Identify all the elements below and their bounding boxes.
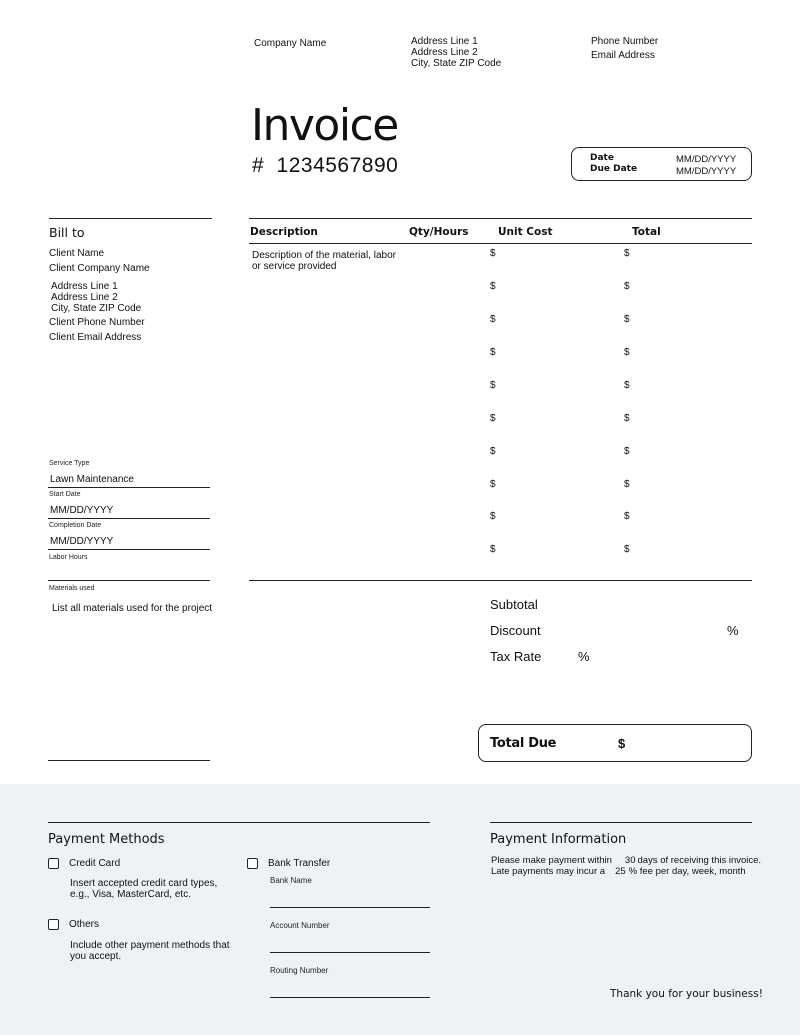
unit-cost-currency: $ [490, 281, 496, 292]
materials-value: List all materials used for the project [52, 603, 213, 614]
credit-card-checkbox[interactable] [48, 858, 59, 869]
date-box [571, 147, 752, 181]
late-fee-percent-value: 25 [615, 866, 626, 877]
payment-info-heading: Payment Information [490, 832, 627, 847]
total-due-currency: $ [618, 736, 626, 751]
unit-cost-currency: $ [490, 544, 496, 555]
unit-cost-currency: $ [490, 347, 496, 358]
labor-hours-rule [48, 580, 210, 581]
total-currency: $ [624, 479, 630, 490]
table-header-rule [249, 243, 752, 244]
total-currency: $ [624, 544, 630, 555]
table-top-rule [249, 218, 752, 219]
company-name: Company Name [254, 38, 327, 49]
client-address [51, 281, 141, 314]
total-currency: $ [624, 347, 630, 358]
unit-cost-currency: $ [490, 380, 496, 391]
tax-rate-label: Tax Rate [490, 649, 542, 664]
total-currency: $ [624, 248, 630, 259]
total-due-box [478, 724, 752, 762]
bill-to-top-rule [49, 218, 212, 219]
routing-number-label: Routing Number [270, 966, 329, 975]
completion-date-value: MM/DD/YYYY [50, 536, 114, 547]
bank-name-field[interactable] [270, 907, 430, 908]
start-date-value: MM/DD/YYYY [50, 505, 114, 516]
client-address-line-2: Address Line 2 [51, 292, 118, 303]
completion-date-label: Completion Date [49, 522, 102, 529]
unit-cost-currency: $ [490, 248, 496, 259]
unit-cost-currency: $ [490, 413, 496, 424]
client-company: Client Company Name [49, 263, 150, 274]
payment-days-value: 30 [624, 855, 636, 866]
tax-rate-percent: % [578, 649, 590, 664]
payment-info-line-1-a: Please make payment within [491, 855, 612, 866]
due-date-value: MM/DD/YYYY [676, 166, 737, 177]
account-number-label: Account Number [270, 921, 330, 930]
service-type-rule [48, 487, 210, 488]
table-bottom-rule [249, 580, 752, 581]
payment-info-rule [490, 822, 752, 823]
payment-info-line-1 [491, 855, 761, 866]
total-currency: $ [624, 314, 630, 325]
unit-cost-currency: $ [490, 511, 496, 522]
routing-number-field[interactable] [270, 997, 430, 998]
service-type-label: Service Type [49, 460, 90, 467]
company-email: Email Address [591, 50, 655, 61]
account-number-field[interactable] [270, 952, 430, 953]
column-header-description: Description [250, 226, 318, 238]
company-phone: Phone Number [591, 36, 659, 47]
total-currency: $ [624, 511, 630, 522]
invoice-number-value: 1234567890 [276, 154, 399, 177]
others-label: Others [69, 919, 100, 930]
credit-card-label: Credit Card [69, 858, 121, 869]
client-name: Client Name [49, 248, 105, 259]
credit-card-note [70, 878, 217, 900]
item-description-line-1: Description of the material, labor [252, 250, 396, 261]
total-due-label: Total Due [490, 736, 557, 751]
company-address [411, 36, 501, 69]
unit-cost-currency: $ [490, 446, 496, 457]
client-address-line-1: Address Line 1 [51, 281, 118, 292]
start-date-rule [48, 518, 210, 519]
invoice-number-prefix: # [252, 154, 265, 177]
unit-cost-currency: $ [490, 314, 496, 325]
credit-card-note-line-2: e.g., Visa, MasterCard, etc. [70, 889, 191, 900]
thank-you-note: Thank you for your business! [610, 988, 763, 1000]
payment-methods-heading: Payment Methods [48, 832, 165, 847]
payment-info-line-1-b: days of receiving this invoice. [637, 855, 762, 866]
others-note-line-1: Include other payment methods that [70, 940, 230, 951]
company-address-line-1: Address Line 1 [411, 36, 478, 47]
date-value: MM/DD/YYYY [676, 154, 737, 165]
column-header-qty-hours: Qty/Hours [409, 226, 469, 238]
invoice-number [252, 155, 398, 177]
start-date-label: Start Date [49, 491, 81, 498]
service-type-value: Lawn Maintenance [50, 474, 134, 485]
total-currency: $ [624, 380, 630, 391]
bank-transfer-label: Bank Transfer [268, 858, 331, 869]
item-description-line-2: or service provided [252, 261, 337, 272]
discount-label: Discount [490, 623, 541, 638]
others-note-line-2: you accept. [70, 951, 122, 962]
client-city-state-zip: City, State ZIP Code [51, 303, 142, 314]
company-city-state-zip: City, State ZIP Code [411, 58, 502, 69]
bill-to-heading: Bill to [49, 225, 85, 240]
payment-methods-rule [48, 822, 430, 823]
completion-date-rule [48, 549, 210, 550]
unit-cost-currency: $ [490, 479, 496, 490]
column-header-unit-cost: Unit Cost [498, 226, 553, 238]
payment-info-line-2-b: % fee per day, week, month [628, 866, 746, 877]
item-description-1 [252, 250, 396, 272]
bank-transfer-checkbox[interactable] [247, 858, 258, 869]
discount-percent: % [727, 623, 739, 638]
company-address-line-2: Address Line 2 [411, 47, 478, 58]
due-date-label: Due Date [590, 164, 638, 174]
labor-hours-label: Labor Hours [49, 554, 88, 561]
payment-info-line-2 [491, 866, 746, 877]
materials-label: Materials used [49, 585, 95, 592]
invoice-title: Invoice [251, 100, 398, 151]
payment-info-line-2-a: Late payments may incur a [491, 866, 606, 877]
client-email: Client Email Address [49, 332, 142, 343]
client-phone: Client Phone Number [49, 317, 145, 328]
total-currency: $ [624, 413, 630, 424]
subtotal-label: Subtotal [490, 597, 538, 612]
total-currency: $ [624, 281, 630, 292]
column-header-total: Total [632, 226, 661, 238]
total-currency: $ [624, 446, 630, 457]
date-label: Date [590, 153, 614, 163]
materials-rule [48, 760, 210, 761]
credit-card-note-line-1: Insert accepted credit card types, [70, 878, 218, 889]
others-checkbox[interactable] [48, 919, 59, 930]
others-note [70, 940, 230, 962]
bank-name-label: Bank Name [270, 876, 312, 885]
